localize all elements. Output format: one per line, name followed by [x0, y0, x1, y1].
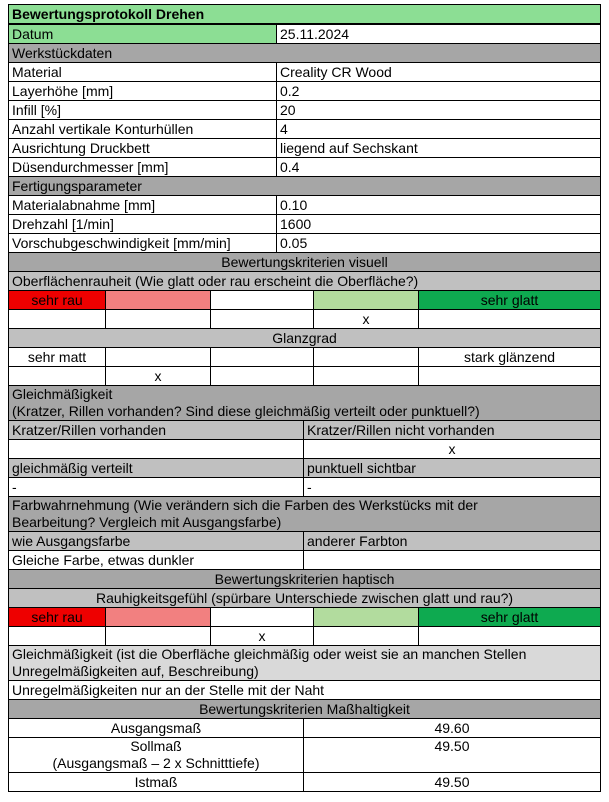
date-value-cell[interactable]: 25.11.2024	[277, 24, 601, 44]
option-right-label: Kratzer/Rillen nicht vorhanden	[304, 421, 601, 440]
mark-cell[interactable]	[9, 310, 106, 329]
criterion-line2: Bearbeitung? Vergleich mit Ausgangsfarbe)	[12, 514, 282, 530]
scale-step-cell	[106, 291, 211, 310]
measure-row	[9, 719, 601, 738]
scale-row	[9, 291, 601, 310]
row-label: Düsendurchmesser [mm]	[9, 158, 277, 177]
uniformity-color-table	[8, 385, 601, 570]
header-and-parameters-table	[8, 4, 601, 253]
mark-cell[interactable]	[9, 440, 304, 459]
row-value-cell[interactable]: 20	[277, 101, 601, 120]
table-row	[9, 139, 601, 158]
measure-row	[9, 738, 601, 773]
row-value-cell[interactable]: 0.10	[277, 196, 601, 215]
mark-cell[interactable]	[9, 367, 106, 386]
value-cell[interactable]	[304, 551, 601, 570]
table-row	[9, 215, 601, 234]
criterion-row	[9, 329, 601, 348]
criterion-line2: (Kratzer, Rillen vorhanden? Sind diese gleichmäßig verteilt oder punktuell?)	[12, 403, 480, 419]
mark-cell[interactable]	[314, 627, 419, 646]
criterion-rauhigkeitsgefuehl: Rauhigkeitsgefühl (spürbare Unterschiede zwischen glatt und rau?)	[9, 589, 601, 608]
criterion-line1: Gleichmäßigkeit	[12, 386, 113, 402]
criterion-header-row	[9, 386, 601, 421]
value-cell[interactable]: -	[9, 478, 304, 497]
measure-label: Ausgangsmaß	[9, 719, 304, 738]
scale-max-label: sehr glatt	[419, 608, 601, 627]
criterion-row	[9, 589, 601, 608]
table-row	[9, 101, 601, 120]
row-label: Vorschubgeschwindigkeit [mm/min]	[9, 234, 277, 253]
dimension-criteria-table	[8, 699, 601, 792]
option-value-row	[9, 551, 601, 570]
option-left-label: gleichmäßig verteilt	[9, 459, 304, 478]
table-row	[9, 82, 601, 101]
measure-label: Istmaß	[9, 773, 304, 792]
row-value-cell[interactable]: 0.05	[277, 234, 601, 253]
criterion-farbwahrnehmung	[9, 497, 601, 532]
measure-label-line2: (Ausgangsmaß – 2 x Schnitttiefe)	[52, 755, 260, 771]
mark-cell[interactable]	[106, 627, 211, 646]
criterion-oberflaechenrauheit: Oberflächenrauheit (Wie glatt oder rau erscheint die Oberfläche?)	[9, 272, 601, 291]
section-row	[9, 44, 601, 63]
mark-cell[interactable]	[9, 627, 106, 646]
mark-cell[interactable]: x	[106, 367, 211, 386]
criterion-row	[9, 272, 601, 291]
measure-label	[9, 738, 304, 773]
scale-min-label: sehr rau	[9, 291, 106, 310]
date-row	[9, 24, 601, 44]
value-cell[interactable]: Unregelmäßigkeiten nur an der Stelle mit der Naht	[9, 681, 601, 700]
scale-step-cell	[106, 348, 211, 367]
section-visuell: Bewertungskriterien visuell	[9, 253, 601, 272]
section-masshaltigkeit: Bewertungskriterien Maßhaltigkeit	[9, 700, 601, 719]
scale-step-cell	[211, 608, 314, 627]
section-row	[9, 570, 601, 589]
criterion-line1: Farbwahrnehmung (Wie verändern sich die Farben des Werkstücks mit der	[12, 497, 478, 513]
scale-mark-row	[9, 627, 601, 646]
mark-cell[interactable]: x	[304, 440, 601, 459]
scale-step-cell	[314, 291, 419, 310]
table-row	[9, 120, 601, 139]
row-value-cell[interactable]: 0.4	[277, 158, 601, 177]
criterion-value-row	[9, 681, 601, 700]
scale-mark-row	[9, 367, 601, 386]
measure-row	[9, 773, 601, 792]
criterion-glanzgrad: Glanzgrad	[9, 329, 601, 348]
row-value-cell[interactable]: liegend auf Sechskant	[277, 139, 601, 158]
section-row	[9, 700, 601, 719]
scale-step-cell	[106, 608, 211, 627]
scale-min-label: sehr rau	[9, 608, 106, 627]
mark-cell[interactable]: x	[211, 627, 314, 646]
value-cell[interactable]: Gleiche Farbe, etwas dunkler	[9, 551, 304, 570]
section-werkstueckdaten: Werkstückdaten	[9, 44, 601, 63]
section-haptisch: Bewertungskriterien haptisch	[9, 570, 601, 589]
row-label: Infill [%]	[9, 101, 277, 120]
option-right-label: anderer Farbton	[304, 532, 601, 551]
measure-value-cell[interactable]: 49.50	[304, 738, 601, 773]
row-label: Anzahl vertikale Konturhüllen	[9, 120, 277, 139]
mark-cell[interactable]: x	[314, 310, 419, 329]
section-row	[9, 177, 601, 196]
criterion-gleichmaessigkeit-haptisch	[9, 646, 601, 681]
section-row	[9, 253, 601, 272]
haptic-criteria-table	[8, 569, 601, 646]
table-row	[9, 234, 601, 253]
option-right-label: punktuell sichtbar	[304, 459, 601, 478]
row-label: Layerhöhe [mm]	[9, 82, 277, 101]
scale-step-cell	[314, 608, 419, 627]
row-value-cell[interactable]: 4	[277, 120, 601, 139]
table-row	[9, 63, 601, 82]
title-row	[9, 5, 601, 25]
option-left-label: wie Ausgangsfarbe	[9, 532, 304, 551]
date-label: Datum	[9, 24, 277, 44]
mark-cell[interactable]	[419, 367, 601, 386]
option-row	[9, 459, 601, 478]
option-row	[9, 532, 601, 551]
mark-cell[interactable]	[211, 310, 314, 329]
scale-min-label: sehr matt	[9, 348, 106, 367]
row-label: Drehzahl [1/min]	[9, 215, 277, 234]
page-title: Bewertungsprotokoll Drehen	[9, 5, 601, 25]
row-value-cell[interactable]: 1600	[277, 215, 601, 234]
row-value-cell[interactable]: Creality CR Wood	[277, 63, 601, 82]
row-label: Ausrichtung Druckbett	[9, 139, 277, 158]
haptic-uniformity-table	[8, 645, 601, 700]
scale-step-cell	[211, 348, 314, 367]
scale-row	[9, 608, 601, 627]
criterion-line1: Gleichmäßigkeit (ist die Oberfläche gleichmäßig oder weist sie an manchen Stellen	[12, 646, 527, 662]
table-row	[9, 196, 601, 215]
option-mark-row	[9, 440, 601, 459]
visual-criteria-scales-table	[8, 252, 601, 386]
option-left-label: Kratzer/Rillen vorhanden	[9, 421, 304, 440]
scale-max-label: stark glänzend	[419, 348, 601, 367]
scale-step-cell	[211, 291, 314, 310]
scale-max-label: sehr glatt	[419, 291, 601, 310]
criterion-header-row	[9, 497, 601, 532]
measure-label-line1: Sollmaß	[130, 738, 182, 754]
criterion-line2: Unregelmäßigkeiten auf, Beschreibung)	[12, 663, 259, 679]
row-label: Materialabnahme [mm]	[9, 196, 277, 215]
scale-step-cell	[314, 348, 419, 367]
option-row	[9, 421, 601, 440]
mark-cell[interactable]	[211, 367, 314, 386]
row-value-cell[interactable]: 0.2	[277, 82, 601, 101]
section-fertigungsparameter: Fertigungsparameter	[9, 177, 601, 196]
measure-value-cell[interactable]: 49.50	[304, 773, 601, 792]
mark-cell[interactable]	[419, 310, 601, 329]
measure-value-cell[interactable]: 49.60	[304, 719, 601, 738]
row-label: Material	[9, 63, 277, 82]
option-value-row	[9, 478, 601, 497]
criterion-gleichmaessigkeit-visuell	[9, 386, 601, 421]
table-row	[9, 158, 601, 177]
mark-cell[interactable]	[106, 310, 211, 329]
mark-cell[interactable]	[314, 367, 419, 386]
mark-cell[interactable]	[419, 627, 601, 646]
value-cell[interactable]: -	[304, 478, 601, 497]
scale-mark-row	[9, 310, 601, 329]
scale-row	[9, 348, 601, 367]
criterion-header-row	[9, 646, 601, 681]
